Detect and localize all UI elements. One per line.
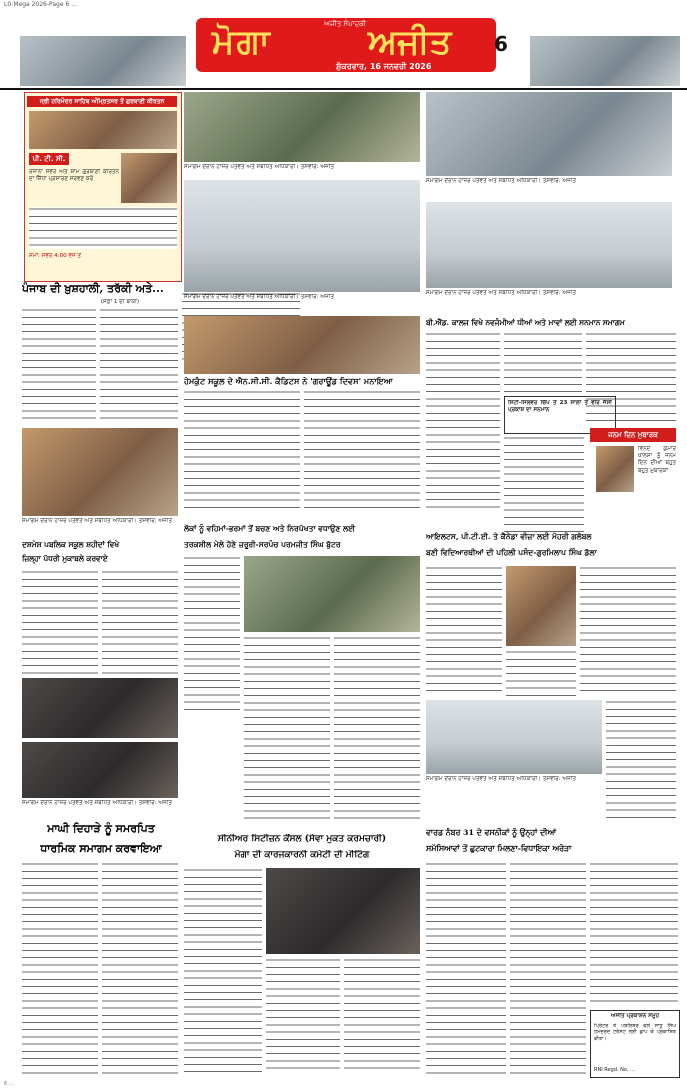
photo-car-handover xyxy=(184,180,420,292)
caption-group-snow: ਸਮਾਗਮ ਦੌਰਾਨ ਹਾਜ਼ਰ ਪਤਵੰਤੇ ਅਤੇ ਸਬੰਧਿਤ ਅਧਿਕਾਰੀ। ਤਸਵੀਰ: ਅਜੀਤ xyxy=(426,290,577,296)
text-bed-col2b xyxy=(504,436,584,532)
caption-officials-top-right: ਸਮਾਗਮ ਦੌਰਾਨ ਹਾਜ਼ਰ ਪਤਵੰਤੇ ਅਤੇ ਸਬੰਧਿਤ ਅਧਿਕਾਰੀ। ਤਸਵੀਰ: ਅਜੀਤ xyxy=(426,178,577,184)
imprint-reg: RNI Regd. No. ... xyxy=(594,1067,635,1073)
photo-seniors-meeting xyxy=(266,868,420,954)
headline-school-2: ਜ਼ਿਲ੍ਹਾ ਪੱਧਰੀ ਮੁਕਾਬਲੇ ਕਰਵਾਏ xyxy=(22,554,108,563)
photo-rationalist-fair xyxy=(244,556,420,632)
photo-ielts-person xyxy=(506,566,576,646)
headline-rationalist-2: ਤਰਕਸ਼ੀਲ ਮੇਲੇ ਹੋਣੇ ਜ਼ਰੂਰੀ-ਸਰਪੰਚ ਪਰਮਜੀਤ ਸਿੰਘ ਬੁੱਟਰ xyxy=(184,540,341,549)
birthday-text: ਵਿਨੋਦ ਕੁਮਾਰ ਖ਼ਾਲਸਾ ਨੂੰ ਜਨਮ ਦਿਨ ਦੀਆਂ ਬਹੁਤ ਬਹੁਤ ਮੁਬਾਰਕਾਂ xyxy=(638,446,676,474)
ad-badge: ਪੀ. ਟੀ. ਸੀ. xyxy=(29,153,69,165)
text-right-mid xyxy=(606,700,676,820)
text-maghi-col2 xyxy=(102,862,178,1074)
masthead-tagline: ਅਜੀਤ ਸੰਪਾਦਕੀ xyxy=(324,20,367,28)
text-seniors-col1 xyxy=(184,868,262,1074)
photo-elderly-gathering xyxy=(22,428,178,516)
caption-gathering-top: ਸਮਾਗਮ ਦੌਰਾਨ ਹਾਜ਼ਰ ਪਤਵੰਤੇ ਅਤੇ ਸਬੰਧਿਤ ਅਧਿਕਾਰੀ। ਤਸਵੀਰ: ਅਜੀਤ xyxy=(184,164,335,170)
masthead-date: ਸ਼ੁੱਕਰਵਾਰ, 16 ਜਨਵਰੀ 2026 xyxy=(336,62,432,71)
headline-school-1: ਦਸ਼ਮੇਸ਼ ਪਬਲਿਕ ਸਕੂਲ ਸ਼ਹੀਦਾਂ ਵਿਖੇ xyxy=(22,540,120,549)
text-ielts-col2 xyxy=(506,650,576,696)
headline-ward-2: ਸਮੱਸਿਆਵਾਂ ਤੋਂ ਛੁਟਕਾਰਾ ਮਿਲਣਾ-ਵਿਧਾਇਕਾ ਅਰੋੜਾ xyxy=(426,844,572,853)
ad-golden-temple xyxy=(24,92,182,282)
photo-ward-visit xyxy=(426,700,602,774)
page-number: 6 xyxy=(494,32,508,56)
masthead-red-panel xyxy=(196,18,496,72)
text-seniors-col2 xyxy=(266,958,340,1074)
birthday-photo xyxy=(596,446,634,492)
headline-ielts-2: ਬਣੀ ਵਿਦਿਆਰਥੀਆਂ ਦੀ ਪਹਿਲੀ ਪਸੰਦ-ਗੁਰਮਿਲਾਪ ਸਿੰਘ ਡੱਲਾ xyxy=(426,548,597,557)
text-punjab-col2 xyxy=(100,308,178,422)
ad-title: ਸ੍ਰੀ ਹਰਿਮੰਦਰ ਸਾਹਿਬ ਅੰਮ੍ਰਿਤਸਰ ਤੋਂ ਗੁਰਬਾਣੀ ਕੀਰਤਨ xyxy=(27,96,177,107)
text-rationalist-col3 xyxy=(334,636,420,822)
text-ncc-col1 xyxy=(184,390,300,508)
headline-ward-1: ਵਾਰਡ ਨੰਬਰ 31 ਦੇ ਵਸਨੀਕਾਂ ਨੂੰ ਉਨ੍ਹਾਂ ਦੀਆਂ xyxy=(426,828,557,837)
text-rationalist-col1 xyxy=(184,556,240,712)
headline-maghi-2: ਧਾਰਮਿਕ ਸਮਾਗਮ ਕਰਵਾਇਆ xyxy=(40,842,162,855)
headline-seniors-2: ਮੋਗਾ ਦੀ ਕਾਰਜਕਾਰਨੀ ਕਮੇਟੀ ਦੀ ਮੀਟਿੰਗ xyxy=(234,850,370,860)
masthead-right-photo xyxy=(530,36,680,86)
headline-punjab: ਪੰਜਾਬ ਦੀ ਖ਼ੁਸ਼ਹਾਲੀ, ਤਰੱਕੀ ਅਤੇ... xyxy=(22,282,164,295)
ad-text-lines xyxy=(29,207,177,249)
text-ward-col2 xyxy=(510,862,586,1074)
imprint-box xyxy=(590,1010,680,1078)
text-ward-col1 xyxy=(426,862,506,1074)
headline-ielts-1: ਆਇਲਟਸ, ਪੀ.ਟੀ.ਈ. ਤੇ ਕੈਨੇਡਾ ਵੀਜ਼ਾ ਲਈ ਮੋਹਰੀ ਗਲੋਬਲ xyxy=(426,532,592,541)
photo-gathering-top xyxy=(184,92,420,162)
photo-group-snow xyxy=(426,202,672,288)
headline-ncc: ਹੇਮਕੁੰਟ ਸਕੂਲ ਦੇ ਐਨ.ਸੀ.ਸੀ. ਕੈਡਿਟਸ ਨੇ 'ਗਰਾਊਂਡ ਦਿਵਸ' ਮਨਾਇਆ xyxy=(184,376,393,386)
text-punjab-col1 xyxy=(22,308,96,422)
kicker-punjab: (ਸਫ਼ਾ 1 ਦੀ ਬਾਕੀ) xyxy=(100,299,140,305)
masthead xyxy=(196,18,526,84)
ad-body: ਰੋਜ਼ਾਨਾ ਸਵੇਰੇ ਅਤੇ ਸ਼ਾਮ ਗੁਰਬਾਣੀ ਕੀਰਤਨ ਦਾ ਸਿੱਧਾ ਪ੍ਰਸਾਰਣ ਸਰਵਣ ਕਰੋ xyxy=(29,169,119,183)
headline-seniors-1: ਸੀਨੀਅਰ ਸਿਟੀਜ਼ਨ ਕੌਂਸਲ (ਸੇਵਾ ਮੁਕਤ ਕਰਮਚਾਰੀ) xyxy=(217,834,387,844)
text-maghi-col1 xyxy=(22,862,98,1074)
text-seniors-col3 xyxy=(344,958,420,1074)
caption-car-handover: ਸਮਾਗਮ ਦੌਰਾਨ ਹਾਜ਼ਰ ਪਤਵੰਤੇ ਅਤੇ ਸਬੰਧਿਤ ਅਧਿਕਾਰੀ। ਤਸਵੀਰ: ਅਜੀਤ xyxy=(184,294,335,300)
ad-photo-side xyxy=(121,153,177,203)
text-ncc-col2 xyxy=(304,390,420,508)
headline-maghi-1: ਮਾਘੀ ਦਿਹਾੜੇ ਨੂੰ ਸਮਰਪਿਤ xyxy=(47,822,155,835)
bottom-strip: 6 ... xyxy=(4,1081,14,1087)
photo-ncc-cadets xyxy=(184,316,420,374)
text-ielts-col3 xyxy=(580,566,676,696)
text-school-col1 xyxy=(22,570,98,674)
photo-maghi-2 xyxy=(22,742,178,798)
imprint-body: ਪ੍ਰਿੰਟਰ ਤੇ ਪਬਲਿਸ਼ਰ ਵਲੋਂ ਸਾਧੂ ਸਿੰਘ ਹਮਦਰਦ ਟਰੱਸਟ ਲਈ ਛਾਪ ਕੇ ਪ੍ਰਕਾਸ਼ਿਤ ਕੀਤਾ। xyxy=(594,1023,676,1042)
text-school-col2 xyxy=(102,570,178,674)
masthead-title-moga: ਮੋਗਾ xyxy=(212,22,272,62)
ad-footer: ਸਮਾਂ: ਸਵੇਰੇ 4:00 ਵਜੇ ਤੋਂ xyxy=(29,253,81,259)
photo-maghi-1 xyxy=(22,678,178,738)
ad-photo-golden-temple xyxy=(29,111,177,149)
text-bed-col1 xyxy=(426,332,500,512)
masthead-title-ajit: ਅਜੀਤ xyxy=(368,22,452,62)
caption-elderly-gathering: ਸਮਾਗਮ ਦੌਰਾਨ ਹਾਜ਼ਰ ਪਤਵੰਤੇ ਅਤੇ ਸਬੰਧਿਤ ਅਧਿਕਾਰੀ। ਤਸਵੀਰ: ਅਜੀਤ xyxy=(22,518,173,524)
text-bed-col2 xyxy=(504,332,582,392)
headline-bed-college: ਬੀ.ਐੱਡ. ਕਾਲਜ ਵਿਖੇ ਨਵਜੰਮੀਆਂ ਧੀਆਂ ਅਤੇ ਮਾਵਾਂ ਲਈ ਸਨਮਾਨ ਸਮਾਗਮ xyxy=(426,318,625,327)
birthday-title: ਜਨਮ ਦਿਨ ਮੁਬਾਰਕ xyxy=(590,428,676,442)
headline-rationalist-1: ਲੋਕਾਂ ਨੂੰ ਵਹਿਮਾਂ-ਭਰਮਾਂ ਤੋਂ ਬਚਣ ਅਤੇ ਨਿਰਪੱਖਤਾ ਵਧਾਉਣ ਲਈ xyxy=(184,524,356,533)
top-strip: L0-Mega 2026-Page 6 ... xyxy=(4,1,77,8)
photo-officials-top-right xyxy=(426,92,672,176)
caption-maghi: ਸਮਾਗਮ ਦੌਰਾਨ ਹਾਜ਼ਰ ਪਤਵੰਤੇ ਅਤੇ ਸਬੰਧਿਤ ਅਧਿਕਾਰੀ। ਤਸਵੀਰ: ਅਜੀਤ xyxy=(22,800,173,806)
text-ward-col3 xyxy=(590,862,678,1004)
masthead-left-photo xyxy=(20,36,186,86)
caption-ward-visit: ਸਮਾਗਮ ਦੌਰਾਨ ਹਾਜ਼ਰ ਪਤਵੰਤੇ ਅਤੇ ਸਬੰਧਿਤ ਅਧਿਕਾਰੀ। ਤਸਵੀਰ: ਅਜੀਤ xyxy=(426,776,577,782)
imprint-heading: ਅਜੀਤ ਪ੍ਰਕਾਸ਼ਨ ਸਮੂਹ xyxy=(610,1013,660,1019)
text-ielts-col1 xyxy=(426,566,502,696)
notice-text: ਸਿਟੀ-ਸਿਲਵਰ ਚਿੱਪ ਤੋਂ 23 ਸਾਲਾਂ ਤੋਂ ਵੀਰ ਜੱਸੀ ਪ੍ਰਕਾਸ਼ ਦਾ ਸਨਮਾਨ xyxy=(508,400,612,414)
masthead-rule xyxy=(0,88,687,90)
text-rationalist-col2 xyxy=(244,636,330,822)
